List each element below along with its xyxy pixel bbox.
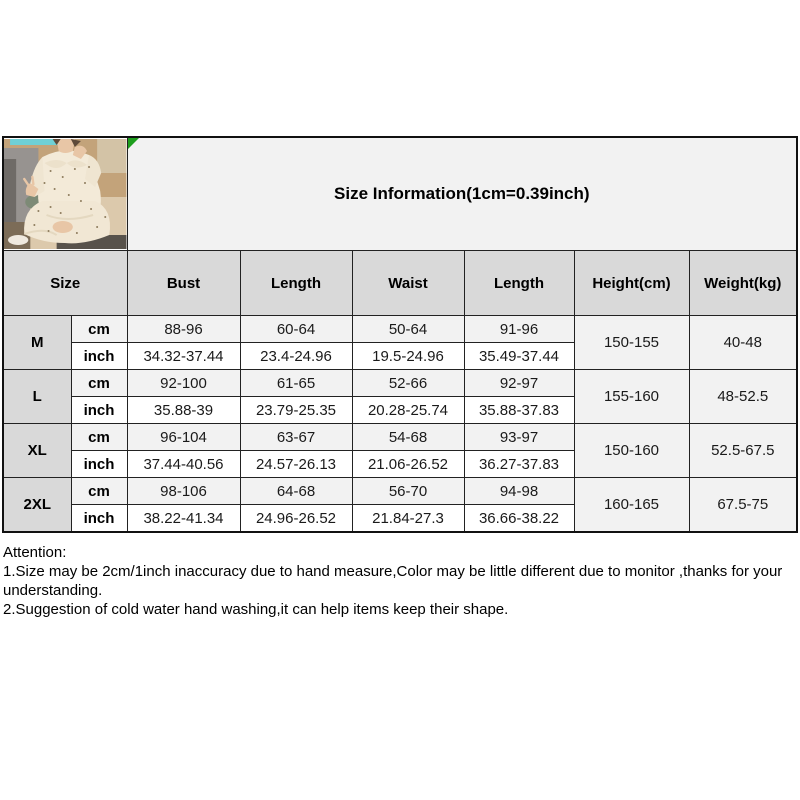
product-photo: [4, 139, 127, 249]
cell-l-inch-length-top: 23.79-25.35: [240, 397, 352, 424]
size-table-wrap: [2, 136, 796, 533]
unit-inch: inch: [71, 505, 127, 533]
title-row: [3, 137, 797, 251]
header-weight: Weight(kg): [689, 251, 797, 316]
cell-m-height: 150-155: [574, 316, 689, 370]
cell-m-cm-length-top: 60-64: [240, 316, 352, 343]
cell-l-height: 155-160: [574, 370, 689, 424]
table-title: Size Information(1cm=0.39inch): [334, 184, 590, 203]
cell-xl-cm-bust: 96-104: [127, 424, 240, 451]
cell-l-inch-length-bottom: 35.88-37.83: [464, 397, 574, 424]
size-label-m: M: [3, 316, 71, 370]
unit-cm: cm: [71, 370, 127, 397]
cell-l-inch-bust: 35.88-39: [127, 397, 240, 424]
cell-2xl-height: 160-165: [574, 478, 689, 533]
cell-m-cm-length-bottom: 91-96: [464, 316, 574, 343]
attention-title: Attention:: [3, 544, 67, 561]
cell-l-cm-length-top: 61-65: [240, 370, 352, 397]
attention-item-1: 1.Size may be 2cm/1inch inaccuracy due to hand measure,Color may be little different due to monitor ,thanks for your understanding.: [3, 563, 783, 599]
header-waist: Waist: [352, 251, 464, 316]
unit-cm: cm: [71, 478, 127, 505]
cell-2xl-cm-length-top: 64-68: [240, 478, 352, 505]
header-length-top: Length: [240, 251, 352, 316]
cell-xl-inch-length-top: 24.57-26.13: [240, 451, 352, 478]
size-label-xl: XL: [3, 424, 71, 478]
cell-xl-cm-length-bottom: 93-97: [464, 424, 574, 451]
cell-xl-height: 150-160: [574, 424, 689, 478]
product-photo-cell: [3, 137, 127, 251]
attention-note: [3, 543, 796, 619]
size-table: [2, 136, 798, 533]
unit-cm: cm: [71, 424, 127, 451]
table-row-xl-cm: [3, 424, 797, 451]
cell-2xl-cm-bust: 98-106: [127, 478, 240, 505]
cell-2xl-cm-waist: 56-70: [352, 478, 464, 505]
table-row-l-cm: [3, 370, 797, 397]
cell-2xl-weight: 67.5-75: [689, 478, 797, 533]
cell-2xl-inch-waist: 21.84-27.3: [352, 505, 464, 533]
cell-m-weight: 40-48: [689, 316, 797, 370]
cell-xl-cm-waist: 54-68: [352, 424, 464, 451]
table-row-m-cm: [3, 316, 797, 343]
cell-2xl-cm-length-bottom: 94-98: [464, 478, 574, 505]
table-row-2xl-cm: [3, 478, 797, 505]
attention-item-2: 2.Suggestion of cold water hand washing,it can help items keep their shape.: [3, 601, 509, 618]
title-cell: [127, 137, 797, 251]
unit-cm: cm: [71, 316, 127, 343]
cell-m-cm-waist: 50-64: [352, 316, 464, 343]
cell-m-cm-bust: 88-96: [127, 316, 240, 343]
cell-xl-cm-length-top: 63-67: [240, 424, 352, 451]
cell-xl-inch-waist: 21.06-26.52: [352, 451, 464, 478]
size-label-2xl: 2XL: [3, 478, 71, 533]
cell-m-inch-length-bottom: 35.49-37.44: [464, 343, 574, 370]
header-bust: Bust: [127, 251, 240, 316]
cell-2xl-inch-bust: 38.22-41.34: [127, 505, 240, 533]
cell-l-cm-bust: 92-100: [127, 370, 240, 397]
cell-xl-inch-length-bottom: 36.27-37.83: [464, 451, 574, 478]
green-corner-triangle-icon: [128, 138, 139, 149]
cell-m-inch-bust: 34.32-37.44: [127, 343, 240, 370]
cell-m-inch-length-top: 23.4-24.96: [240, 343, 352, 370]
unit-inch: inch: [71, 343, 127, 370]
size-label-l: L: [3, 370, 71, 424]
header-row: [3, 251, 797, 316]
cell-l-cm-length-bottom: 92-97: [464, 370, 574, 397]
cell-2xl-inch-length-top: 24.96-26.52: [240, 505, 352, 533]
cell-l-cm-waist: 52-66: [352, 370, 464, 397]
cell-l-inch-waist: 20.28-25.74: [352, 397, 464, 424]
cell-2xl-inch-length-bottom: 36.66-38.22: [464, 505, 574, 533]
header-size: Size: [3, 251, 127, 316]
cell-m-inch-waist: 19.5-24.96: [352, 343, 464, 370]
cell-xl-inch-bust: 37.44-40.56: [127, 451, 240, 478]
header-height: Height(cm): [574, 251, 689, 316]
unit-inch: inch: [71, 397, 127, 424]
cell-xl-weight: 52.5-67.5: [689, 424, 797, 478]
unit-inch: inch: [71, 451, 127, 478]
cell-l-weight: 48-52.5: [689, 370, 797, 424]
header-length-bottom: Length: [464, 251, 574, 316]
